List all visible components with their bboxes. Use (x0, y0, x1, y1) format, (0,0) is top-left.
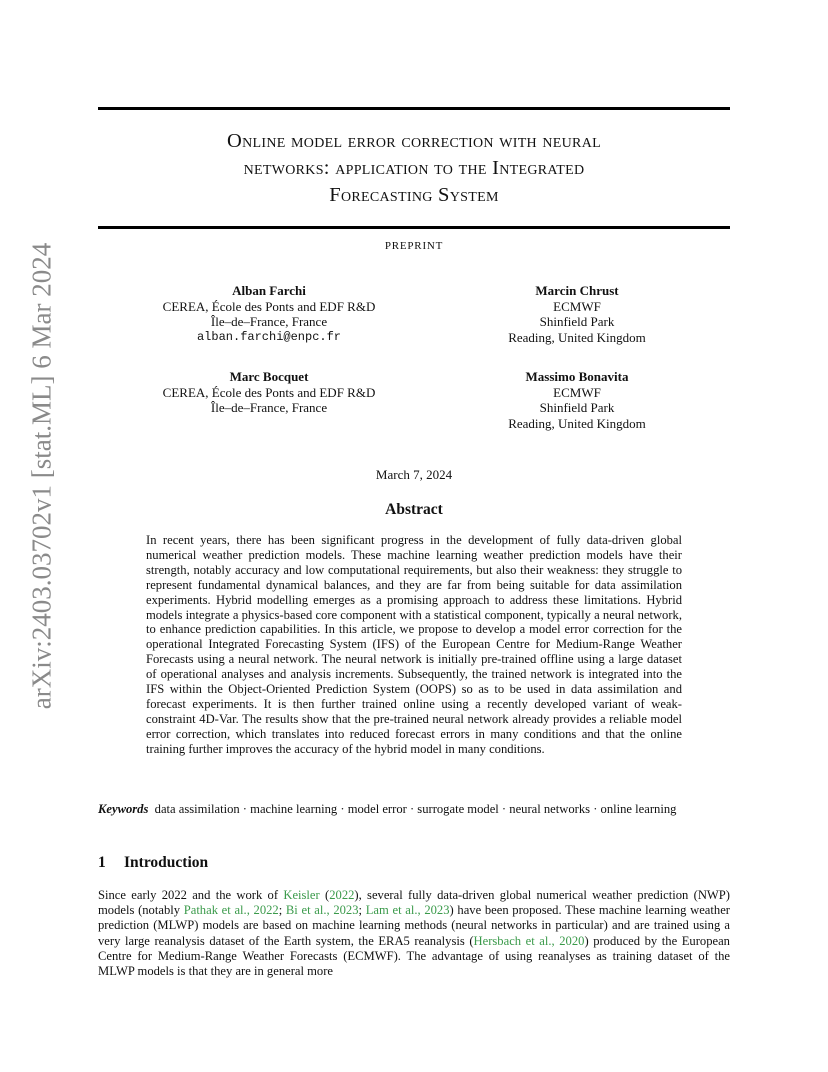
intro-text: ; (358, 903, 366, 918)
intro-text: ; (278, 903, 286, 918)
author-block (129, 369, 409, 416)
author-name: Alban Farchi (232, 283, 306, 298)
keywords-label: Keywords (98, 802, 149, 816)
author-block (437, 369, 717, 431)
keywords (98, 802, 730, 817)
paper-title (98, 128, 730, 209)
author-affiliation: ECMWF (553, 298, 601, 314)
section-title: Introduction (124, 854, 209, 871)
author-name: Massimo Bonavita (525, 369, 629, 384)
author-affiliation: CEREA, École des Ponts and EDF R&D (162, 298, 376, 314)
author-name: Marcin Chrust (535, 283, 619, 298)
abstract-heading: Abstract (385, 501, 443, 518)
intro-text: ), several fully data-driven global numerical weather prediction (NWP) models (notably (98, 888, 731, 918)
keywords-text: data assimilation · machine learning · model error · surrogate model · neural networks · online learning (154, 802, 677, 816)
title-line-1: Online model error correction with neural (227, 130, 601, 152)
citation-link[interactable]: Lam et al., 2023 (365, 903, 450, 918)
author-block (129, 283, 409, 345)
author-location: Île–de–France, France (210, 314, 328, 329)
author-location-2: Reading, United Kingdom (508, 329, 646, 345)
author-affiliation: ECMWF (553, 384, 601, 400)
intro-text: ( (319, 888, 330, 902)
intro-text: Since early 2022 and the work of (98, 888, 284, 902)
arxiv-id-text: arXiv:2403.03702v1 [stat.ML] 6 Mar 2024 (26, 242, 57, 710)
author-name: Marc Bocquet (229, 369, 309, 384)
publication-date: March 7, 2024 (375, 467, 453, 482)
author-location: Shinfield Park (539, 314, 615, 329)
title-line-2: networks: application to the Integrated (243, 157, 585, 179)
author-location: Île–de–France, France (210, 400, 328, 415)
author-email[interactable]: alban.farchi@enpc.fr (196, 329, 342, 344)
preprint-label: PREPRINT (384, 240, 444, 252)
author-block (437, 283, 717, 345)
citation-link[interactable]: Keisler (283, 888, 320, 902)
section-heading (98, 854, 730, 872)
intro-text: ) produced by the European Centre for Medium-Range Weather Forecasts (ECMWF). The advantage of using reanalyses as training dataset of the MLWP models is that they are in general more (98, 933, 730, 979)
citation-link[interactable]: Bi et al., 2023 (285, 903, 359, 918)
citation-link[interactable]: 2022 (329, 888, 355, 902)
title-bottom-rule (98, 226, 730, 229)
intro-text: ) have been proposed. These machine learning weather prediction (MLWP) models are based on machine learning methods (neural networks in particular) and are trained using a very large reanalysis dataset of the Earth system, the ERA5 reanalysis ( (98, 903, 730, 948)
author-affiliation: CEREA, École des Ponts and EDF R&D (162, 384, 376, 400)
citation-link[interactable]: Hersbach et al., 2020 (473, 933, 585, 948)
arxiv-side-identifier (22, 242, 62, 710)
title-top-rule (98, 107, 730, 110)
author-location-2: Reading, United Kingdom (508, 415, 646, 431)
title-line-3: Forecasting System (329, 184, 499, 206)
author-location: Shinfield Park (539, 400, 615, 415)
abstract-text: In recent years, there has been significant progress in the development of fully data-driven global numerical weather prediction models. These machine learning weather prediction models have their strength, notably accuracy and low computational requirements, but also their weakness: they struggle to represent fundamental dynamical balances, and they are far from being suitable for data assimilation experiments. Hybrid modelling emerges as a promising approach to address these limitations. Hybrid models integrate a physics-based core component with a statistical component, typically a neural network, to enhance prediction capabilities. In this article, we propose to develop a model error correction for the operational Integrated Forecasting System (IFS) of the European Centre for Medium-Range Weather Forecasts using a neural network. The neural network is initially pre-trained offline using a large dataset of operational analyses and analysis increments. Subsequently, the trained network is integrated into the IFS within the Object-Oriented Prediction System (OOPS) so as to be used in data assimilation and forecast experiments. It is then further trained online using a recently developed variant of weak-constraint 4D-Var. The results show that the pre-trained neural network already provides a reliable model error correction, which translates into reduced forecast errors in many conditions and that the online training further improves the accuracy of the hybrid model in many conditions. (146, 533, 682, 756)
section-number: 1 (98, 854, 106, 871)
citation-link[interactable]: Pathak et al., 2022 (183, 903, 279, 918)
introduction-paragraph (98, 888, 730, 979)
